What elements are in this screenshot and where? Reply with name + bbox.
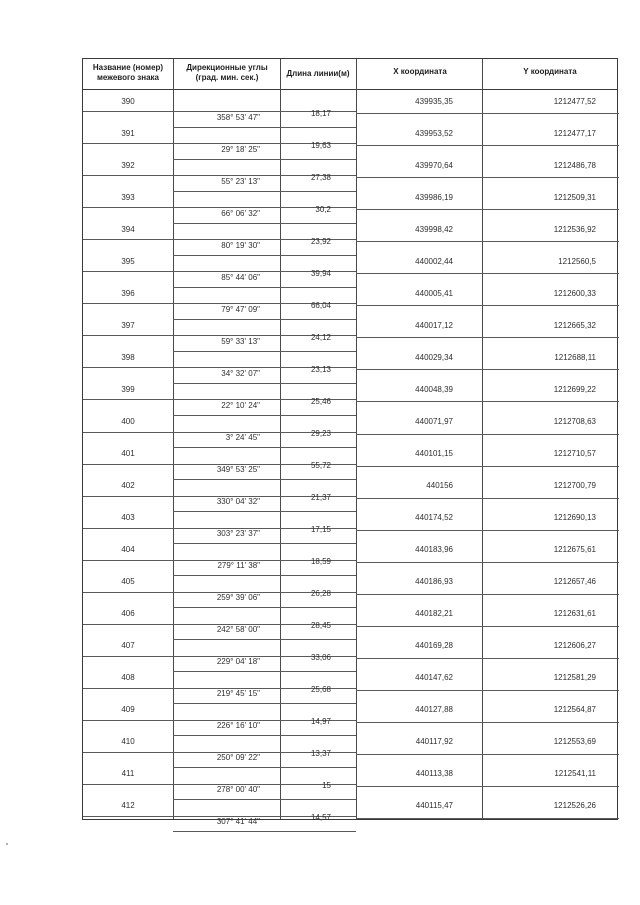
y-coordinate: 1212477,17 (553, 129, 596, 138)
row-divider (83, 271, 173, 272)
direction-angle: 330° 04' 32" (216, 497, 260, 506)
column-divider (280, 59, 281, 819)
row-divider (280, 383, 356, 384)
row-divider (280, 543, 356, 544)
row-divider (356, 113, 482, 114)
row-divider (173, 191, 280, 192)
row-divider (280, 479, 356, 480)
row-divider (280, 351, 356, 352)
direction-angle: 279° 11' 38" (217, 561, 260, 570)
direction-angle: 66° 06' 32" (221, 209, 260, 218)
line-length: 15 (322, 781, 331, 790)
header-length: Длина линии(м) (286, 69, 350, 78)
row-divider (356, 818, 482, 819)
row-divider (173, 255, 280, 256)
header-angle: Дирекционные углы (град. мин. сек.) (186, 63, 268, 82)
row-divider (356, 530, 482, 531)
row-divider (482, 209, 619, 210)
row-divider (83, 143, 173, 144)
row-divider (482, 401, 619, 402)
line-length: 23,92 (310, 237, 331, 246)
y-coordinate: 1212699,22 (553, 385, 596, 394)
row-divider (173, 207, 280, 208)
y-coordinate: 1212690,13 (553, 513, 596, 522)
row-divider (356, 498, 482, 499)
row-divider (173, 799, 280, 800)
row-divider (356, 658, 482, 659)
row-divider (83, 367, 173, 368)
x-coordinate: 440101,15 (415, 449, 453, 458)
x-coordinate: 440115,47 (415, 801, 453, 810)
row-divider (173, 303, 280, 304)
row-divider (83, 816, 173, 817)
row-divider (482, 722, 619, 723)
y-coordinate: 1212541,11 (554, 769, 596, 778)
y-coordinate: 1212560,5 (558, 257, 596, 266)
line-length: 21,37 (310, 493, 331, 502)
row-divider (173, 143, 280, 144)
header-x: X координата (393, 67, 447, 76)
row-divider (83, 624, 173, 625)
row-divider (482, 273, 619, 274)
line-length: 18,17 (310, 109, 331, 118)
row-divider (280, 831, 356, 832)
direction-angle: 80° 19' 30" (221, 241, 260, 250)
direction-angle: 3° 24' 45" (225, 433, 260, 442)
row-divider (356, 401, 482, 402)
row-divider (482, 241, 619, 242)
x-coordinate: 439986,19 (415, 193, 453, 202)
row-divider (482, 658, 619, 659)
row-divider (83, 592, 173, 593)
row-divider (356, 690, 482, 691)
row-divider (356, 434, 482, 435)
x-coordinate: 439935,35 (415, 97, 453, 106)
point-name: 402 (121, 481, 135, 490)
direction-angle: 229° 04' 18" (216, 657, 260, 666)
line-length: 14,97 (310, 717, 331, 726)
row-divider (280, 511, 356, 512)
line-length: 18,59 (310, 557, 331, 566)
row-divider (173, 335, 280, 336)
row-divider (280, 575, 356, 576)
row-divider (173, 223, 280, 224)
header-name: Название (номер) межевого знака (92, 63, 164, 82)
point-name: 394 (121, 225, 135, 234)
row-divider (83, 784, 173, 785)
direction-angle: 59° 33' 13" (221, 337, 260, 346)
y-coordinate: 1212553,69 (553, 737, 596, 746)
direction-angle: 358° 53' 47" (216, 113, 260, 122)
row-divider (356, 626, 482, 627)
point-name: 407 (121, 641, 135, 650)
y-coordinate: 1212710,57 (553, 449, 596, 458)
point-name: 396 (121, 289, 135, 298)
row-divider (280, 703, 356, 704)
row-divider (83, 720, 173, 721)
row-divider (482, 177, 619, 178)
x-coordinate: 440071,97 (415, 417, 453, 426)
row-divider (83, 303, 173, 304)
row-divider (356, 786, 482, 787)
row-divider (482, 113, 619, 114)
x-coordinate: 440183,96 (415, 545, 453, 554)
row-divider (173, 543, 280, 544)
row-divider (482, 562, 619, 563)
line-length: 25,68 (310, 685, 331, 694)
row-divider (173, 127, 280, 128)
row-divider (173, 671, 280, 672)
row-divider (356, 466, 482, 467)
y-coordinate: 1212600,33 (553, 289, 596, 298)
row-divider (280, 159, 356, 160)
row-divider (173, 175, 280, 176)
row-divider (356, 209, 482, 210)
line-length: 19,63 (310, 141, 331, 150)
row-divider (482, 754, 619, 755)
row-divider (173, 351, 280, 352)
line-length: 13,37 (310, 749, 331, 758)
line-length: 30,2 (315, 205, 331, 214)
line-length: 39,94 (310, 269, 331, 278)
row-divider (280, 127, 356, 128)
row-divider (482, 626, 619, 627)
row-divider (356, 273, 482, 274)
x-coordinate: 440117,92 (415, 737, 453, 746)
x-coordinate: 439998,42 (415, 225, 453, 234)
point-name: 406 (121, 609, 135, 618)
x-coordinate: 440029,34 (415, 353, 453, 362)
row-divider (83, 752, 173, 753)
row-divider (280, 191, 356, 192)
row-divider (280, 735, 356, 736)
direction-angle: 79° 47' 09" (221, 305, 260, 314)
x-coordinate: 440127,88 (415, 705, 453, 714)
row-divider (173, 447, 280, 448)
point-name: 399 (121, 385, 135, 394)
row-divider (173, 415, 280, 416)
x-coordinate: 440186,93 (415, 577, 453, 586)
row-divider (83, 656, 173, 657)
row-divider (173, 575, 280, 576)
row-divider (173, 239, 280, 240)
point-name: 395 (121, 257, 135, 266)
line-length: 17,15 (310, 525, 331, 534)
direction-angle: 307° 41' 44" (216, 817, 260, 826)
row-divider (356, 305, 482, 306)
row-divider (280, 255, 356, 256)
row-divider (173, 287, 280, 288)
row-divider (83, 432, 173, 433)
row-divider (356, 241, 482, 242)
x-coordinate: 439953,52 (415, 129, 453, 138)
line-length: 29,23 (310, 429, 331, 438)
row-divider (173, 639, 280, 640)
y-coordinate: 1212657,46 (553, 577, 596, 586)
line-length: 24,12 (310, 333, 331, 342)
row-divider (280, 799, 356, 800)
row-divider (173, 511, 280, 512)
point-name: 403 (121, 513, 135, 522)
row-divider (173, 367, 280, 368)
point-name: 401 (121, 449, 135, 458)
point-name: 412 (121, 801, 135, 810)
row-divider (83, 335, 173, 336)
header-y: Y координата (523, 67, 577, 76)
row-divider (280, 639, 356, 640)
row-divider (280, 671, 356, 672)
row-divider (280, 415, 356, 416)
direction-angle: 349° 53' 25" (216, 465, 260, 474)
point-name: 408 (121, 673, 135, 682)
direction-angle: 250° 09' 22" (216, 753, 260, 762)
y-coordinate: 1212477,52 (553, 97, 596, 106)
row-divider (173, 159, 280, 160)
line-length: 27,38 (310, 173, 331, 182)
row-divider (482, 305, 619, 306)
coordinates-table (82, 58, 618, 826)
row-divider (356, 177, 482, 178)
row-divider (280, 447, 356, 448)
y-coordinate: 1212509,31 (553, 193, 596, 202)
x-coordinate: 440156 (426, 481, 453, 490)
row-divider (173, 319, 280, 320)
point-name: 398 (121, 353, 135, 362)
x-coordinate: 440113,38 (415, 769, 453, 778)
direction-angle: 278° 00' 40" (216, 785, 260, 794)
row-divider (356, 594, 482, 595)
y-coordinate: 1212486,78 (553, 161, 596, 170)
line-length: 33,06 (310, 653, 331, 662)
row-divider (83, 239, 173, 240)
row-divider (173, 271, 280, 272)
row-divider (173, 383, 280, 384)
row-divider (173, 399, 280, 400)
row-divider (173, 831, 280, 832)
point-name: 393 (121, 193, 135, 202)
direction-angle: 85° 44' 06" (221, 273, 260, 282)
row-divider (482, 434, 619, 435)
row-divider (482, 498, 619, 499)
point-name: 410 (121, 737, 135, 746)
line-length: 55,72 (310, 461, 331, 470)
row-divider (280, 223, 356, 224)
row-divider (482, 594, 619, 595)
point-name: 400 (121, 417, 135, 426)
column-divider (173, 59, 174, 819)
point-name: 404 (121, 545, 135, 554)
row-divider (280, 767, 356, 768)
row-divider (173, 479, 280, 480)
point-name: 390 (121, 97, 135, 106)
row-divider (83, 111, 173, 112)
direction-angle: 259° 39' 06" (216, 593, 260, 602)
direction-angle: 226° 16' 10" (216, 721, 260, 730)
line-length: 66,04 (310, 301, 331, 310)
row-divider (83, 496, 173, 497)
row-divider (83, 464, 173, 465)
point-name: 391 (121, 129, 135, 138)
x-coordinate: 440005,41 (415, 289, 453, 298)
line-length: 23,13 (310, 365, 331, 374)
row-divider (356, 722, 482, 723)
row-divider (356, 337, 482, 338)
row-divider (173, 703, 280, 704)
direction-angle: 242° 58' 00" (216, 625, 260, 634)
x-coordinate: 440169,28 (415, 641, 453, 650)
row-divider (83, 560, 173, 561)
x-coordinate: 440002,44 (415, 257, 453, 266)
direction-angle: 219° 45' 15" (216, 689, 260, 698)
row-divider (482, 337, 619, 338)
direction-angle: 29° 18' 25" (221, 145, 260, 154)
row-divider (482, 818, 619, 819)
column-divider (356, 59, 357, 819)
row-divider (173, 111, 280, 112)
x-coordinate: 440017,12 (415, 321, 453, 330)
row-divider (356, 369, 482, 370)
direction-angle: 34° 32' 07" (221, 369, 260, 378)
row-divider (83, 688, 173, 689)
y-coordinate: 1212631,61 (553, 609, 596, 618)
point-name: 392 (121, 161, 135, 170)
x-coordinate: 440174,52 (415, 513, 453, 522)
row-divider (83, 528, 173, 529)
row-divider (482, 786, 619, 787)
line-length: 25,46 (310, 397, 331, 406)
point-name: 409 (121, 705, 135, 714)
y-coordinate: 1212675,61 (553, 545, 596, 554)
row-divider (482, 690, 619, 691)
row-divider (482, 466, 619, 467)
row-divider (173, 607, 280, 608)
row-divider (482, 530, 619, 531)
row-divider (280, 607, 356, 608)
row-divider (83, 399, 173, 400)
point-name: 397 (121, 321, 135, 330)
y-coordinate: 1212665,32 (553, 321, 596, 330)
header-divider (83, 89, 617, 90)
row-divider (173, 767, 280, 768)
row-divider (356, 145, 482, 146)
y-coordinate: 1212606,27 (553, 641, 596, 650)
row-divider (482, 369, 619, 370)
point-name: 405 (121, 577, 135, 586)
row-divider (83, 175, 173, 176)
direction-angle: 55° 23' 13" (221, 177, 260, 186)
x-coordinate: 440182,21 (415, 609, 453, 618)
y-coordinate: 1212700,79 (553, 481, 596, 490)
point-name: 411 (121, 769, 135, 778)
line-length: 14,57 (310, 813, 331, 822)
column-divider (482, 59, 483, 819)
direction-angle: 22° 10' 24" (221, 401, 260, 410)
row-divider (83, 207, 173, 208)
direction-angle: 303° 23' 37" (216, 529, 260, 538)
y-coordinate: 1212708,63 (553, 417, 596, 426)
line-length: 26,28 (310, 589, 331, 598)
row-divider (356, 754, 482, 755)
x-coordinate: 440147,62 (415, 673, 453, 682)
row-divider (280, 287, 356, 288)
y-coordinate: 1212564,87 (553, 705, 596, 714)
x-coordinate: 440048,39 (415, 385, 453, 394)
y-coordinate: 1212581,29 (553, 673, 596, 682)
y-coordinate: 1212536,92 (553, 225, 596, 234)
line-length: 28,45 (310, 621, 331, 630)
row-divider (280, 319, 356, 320)
row-divider (173, 735, 280, 736)
row-divider (482, 145, 619, 146)
y-coordinate: 1212526,26 (553, 801, 596, 810)
scan-speck (6, 843, 8, 845)
row-divider (356, 562, 482, 563)
x-coordinate: 439970,64 (415, 161, 453, 170)
y-coordinate: 1212688,11 (554, 353, 596, 362)
